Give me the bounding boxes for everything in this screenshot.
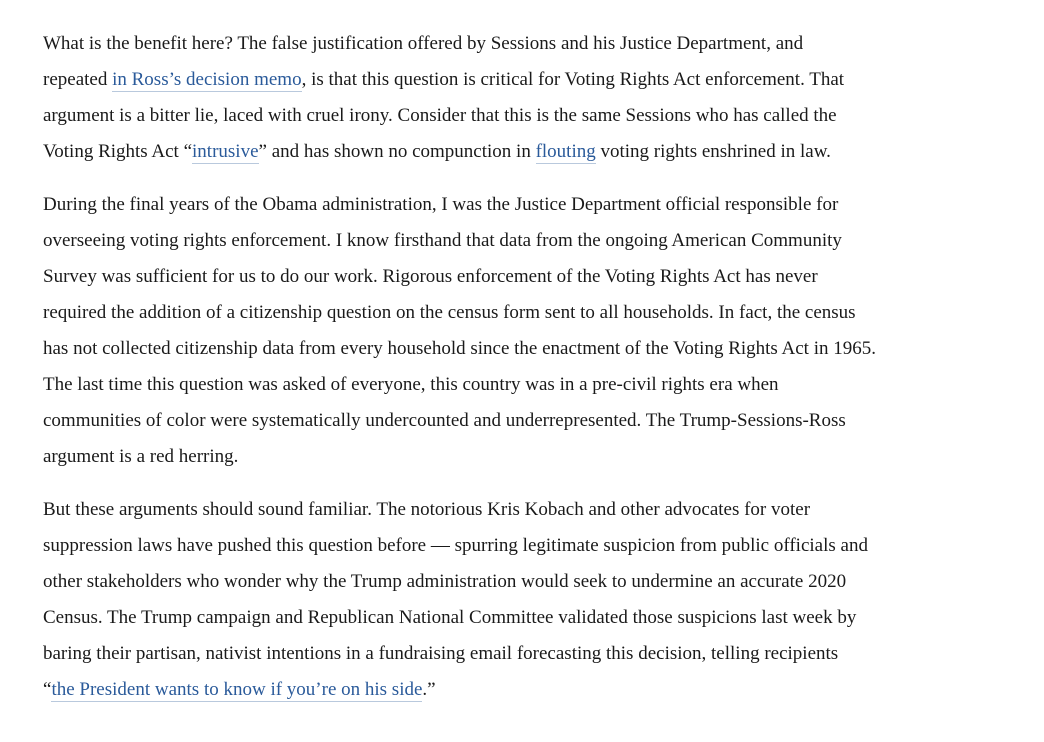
intrusive-link[interactable]: intrusive <box>192 141 259 162</box>
paragraph-line: overseeing voting rights enforcement. I know firsthand that data from the ongoing American Community <box>43 230 842 251</box>
paragraph-line: What is the benefit here? The false justification offered by Sessions and his Justice Department, and <box>43 33 804 54</box>
text-segment: voting rights enshrined in law. <box>595 141 831 162</box>
paragraph-1 <box>43 26 1014 170</box>
paragraph-line: suppression laws have pushed this question before — spurring legitimate suspicion from public officials and <box>43 535 868 556</box>
flouting-link[interactable]: flouting <box>535 141 596 162</box>
paragraph-line: But these arguments should sound familiar. The notorious Kris Kobach and other advocates for voter <box>43 499 811 520</box>
paragraph-line <box>43 134 1014 170</box>
paragraph-line: argument is a bitter lie, laced with cruel irony. Consider that this is the same Sessions who has called the <box>43 105 837 126</box>
paragraph-line: Survey was sufficient for us to do our work. Rigorous enforcement of the Voting Rights Act has never <box>43 266 818 287</box>
text-segment: , is that this question is critical for Voting Rights Act enforcement. That <box>301 69 845 90</box>
paragraph-line: communities of color were systematically undercounted and underrepresented. The Trump-Sessions-Ross <box>43 410 846 431</box>
decision-memo-link[interactable]: in Ross’s decision memo <box>112 69 302 90</box>
paragraph-line <box>43 672 1014 708</box>
text-segment: ” and has shown no compunction in <box>258 141 536 162</box>
paragraph-line: argument is a red herring. <box>43 446 239 467</box>
paragraph-line: other stakeholders who wonder why the Trump administration would seek to undermine an accurate 2020 <box>43 571 847 592</box>
text-segment: “ <box>43 679 52 700</box>
paragraph-3 <box>43 492 1014 708</box>
text-segment: .” <box>422 679 436 700</box>
president-quote-link[interactable]: the President wants to know if you’re on his side <box>51 679 423 700</box>
paragraph-line: The last time this question was asked of everyone, this country was in a pre-civil rights era when <box>43 374 779 395</box>
paragraph-line: During the final years of the Obama administration, I was the Justice Department official responsible for <box>43 194 839 215</box>
paragraph-2 <box>43 187 1014 475</box>
paragraph-line <box>43 62 1014 98</box>
paragraph-line: baring their partisan, nativist intentions in a fundraising email forecasting this decision, telling recipients <box>43 643 839 664</box>
paragraph-line: Census. The Trump campaign and Republican National Committee validated those suspicions last week by <box>43 607 857 628</box>
text-segment: repeated <box>43 69 113 90</box>
paragraph-line: required the addition of a citizenship question on the census form sent to all households. In fact, the census <box>43 302 856 323</box>
paragraph-line: has not collected citizenship data from every household since the enactment of the Voting Rights Act in 1965. <box>43 338 876 359</box>
text-segment: Voting Rights Act “ <box>43 141 193 162</box>
